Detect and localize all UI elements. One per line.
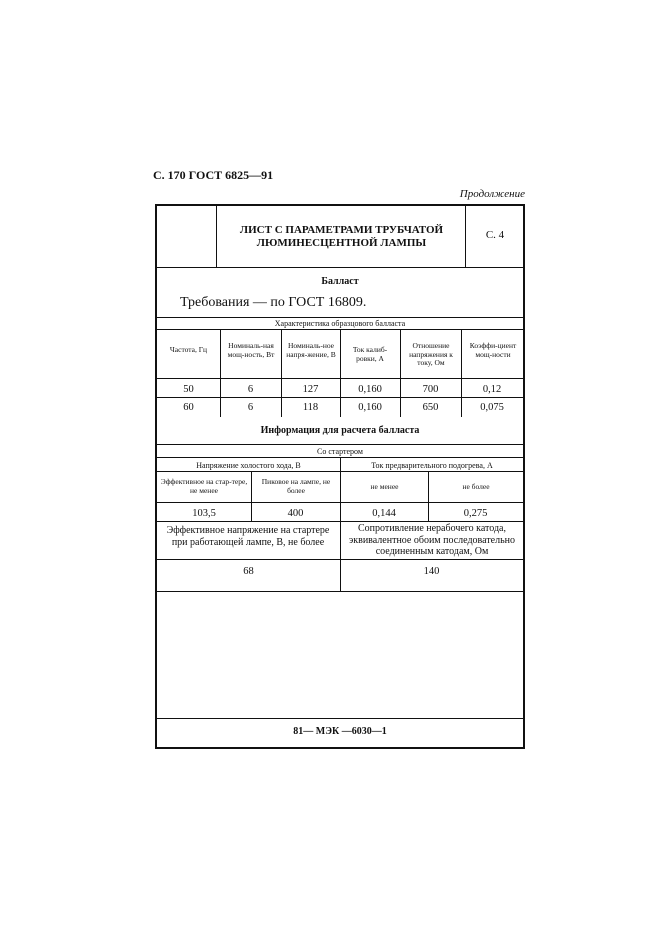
col-header-min: не менее (370, 482, 399, 491)
title-divider-right (465, 206, 466, 268)
col-header-current: Ток калиб-ровки, А (352, 345, 388, 363)
page-header: С. 170 ГОСТ 6825—91 (153, 168, 274, 182)
table-cell: 50 (183, 384, 194, 395)
title-bottom-line (157, 267, 523, 268)
ballast-row-line (157, 397, 523, 398)
ballast-header-line (157, 378, 523, 379)
group-open-circuit: Напряжение холостого хода, В (196, 461, 301, 470)
calc-values-line (157, 521, 523, 522)
starter-caption: Со стартером (317, 447, 363, 456)
col-header-frequency: Частота, Гц (169, 345, 208, 354)
continuation-label: Продолжение (459, 188, 525, 200)
table-cell: 6 (247, 384, 254, 395)
table-cell: 60 (183, 402, 194, 413)
table-cell: 0,12 (482, 384, 502, 395)
group-line (157, 471, 523, 472)
table-cell: 0,275 (463, 508, 488, 519)
col-header-peak: Пиковое на лампе, не более (261, 477, 331, 495)
table-cell: 0,160 (358, 384, 382, 395)
ballast-table-top (157, 317, 523, 318)
table-cell: 127 (302, 384, 319, 395)
calc-table-top (157, 444, 523, 445)
calc-header-line (157, 502, 523, 503)
cathode-resistance-label: Сопротивление нерабочего катода, эквивалентное обоим последовательно соединенным катодам, Ом (348, 523, 516, 557)
table-cell: 0,144 (372, 508, 396, 519)
col-header-pf: Коэффи-циент мощ-ности (469, 341, 517, 359)
ballast-table-caption: Характеристика образцового балласта (274, 319, 406, 328)
table-cell: 0,160 (358, 402, 382, 413)
starter-voltage-label: Эффективное напряжение на стартере при работающей лампе, В, не более (166, 525, 330, 548)
starter-voltage-value: 68 (243, 566, 254, 577)
sheet-number: С. 4 (485, 229, 505, 241)
sheet-title: ЛИСТ С ПАРАМЕТРАМИ ТРУБЧАТОЙ ЛЮМИНЕСЦЕНТНОЙ ЛАМПЫ (239, 224, 444, 249)
table-cell: 700 (422, 384, 439, 395)
table-cell: 650 (422, 402, 439, 413)
ballast-heading: Балласт (321, 276, 359, 287)
col-header-ratio: Отношение напряжения к току, Ом (409, 341, 453, 367)
table-cell: 400 (287, 508, 304, 519)
title-divider-left (216, 206, 217, 268)
col-header-eff: Эффективное на стар-тере, не менее (160, 477, 248, 495)
col-header-voltage: Номиналь-ное напря-жение, В (286, 341, 336, 359)
calc-heading: Информация для расчета балласта (260, 425, 420, 436)
cathode-resistance-value: 140 (423, 566, 440, 577)
ballast-requirements: Требования — по ГОСТ 16809. (180, 295, 367, 310)
col-header-power: Номиналь-ная мощ-ность, Вт (227, 341, 275, 359)
table-cell: 6 (247, 402, 254, 413)
table-cell: 118 (302, 402, 319, 413)
calc-text-line (157, 559, 523, 560)
sheet-footer: 81— МЭК —6030—1 (293, 726, 387, 737)
table-cell: 0,075 (480, 402, 504, 413)
group-preheat: Ток предварительного подогрева, А (371, 461, 493, 470)
footer-line (157, 718, 523, 719)
col-header-max: не более (462, 482, 490, 491)
table-cell: 103,5 (192, 508, 216, 519)
calc-bottom-line (157, 591, 523, 592)
